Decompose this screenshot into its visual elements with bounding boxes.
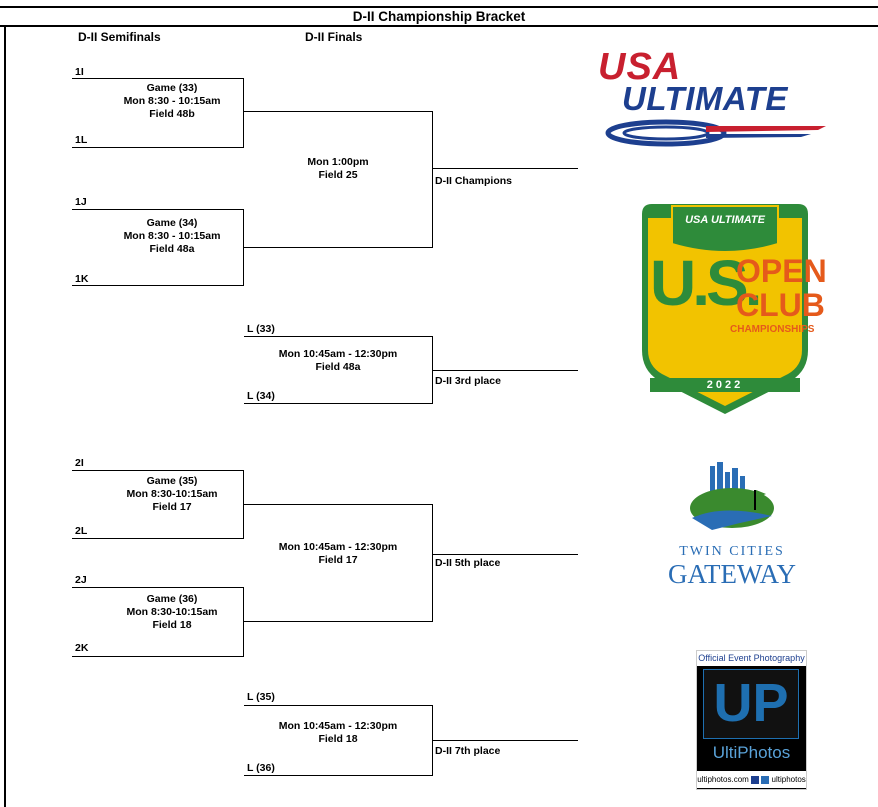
bracket-line [72,538,244,539]
ultiphotos-logo [696,650,807,790]
game-34-label: Game (34) [146,217,198,229]
header-semifinals: D-II Semifinals [78,30,161,44]
bracket-line [72,147,244,148]
bracket-line [244,705,433,706]
game-36-info [72,593,272,632]
ultiphotos-site: ultiphotos.com [697,775,749,784]
open-club-championships-text: CHAMPIONSHIPS [730,324,815,335]
bracket-title: D-II Championship Bracket [0,6,878,27]
seventh-field: Field 18 [318,733,358,745]
seed-1i: 1I [75,66,84,78]
open-club-club-text: CLUB [736,287,825,323]
seed-2k: 2K [75,642,89,654]
facebook-icon [751,776,759,784]
bracket-line [432,740,578,741]
bracket-line [243,621,433,622]
seed-2j: 2J [75,574,87,586]
seed-1l: 1L [75,134,88,146]
left-border [4,27,6,807]
result-champions: D-II Champions [435,175,513,187]
game-35-info [72,475,272,514]
game-34-time: Mon 8:30 - 10:15am [123,230,221,242]
open-club-badge-text: USA ULTIMATE [685,214,765,226]
usa-ultimate-logo [596,48,832,148]
game-33-info [72,82,272,121]
seventh-time: Mon 10:45am - 12:30pm [278,720,398,732]
game-33-field: Field 48b [149,108,195,120]
bracket-line [72,656,244,657]
third-field: Field 48a [315,361,361,373]
bracket-line [243,587,244,657]
bracket-line [243,78,244,148]
twitter-icon [761,776,769,784]
bracket-line [72,209,244,210]
ultiphotos-header: Official Event Photography [697,651,806,666]
game-33-time: Mon 8:30 - 10:15am [123,95,221,107]
game-33-label: Game (33) [146,82,198,94]
ultiphotos-handle: ultiphotos [771,775,806,784]
final-field: Field 25 [318,169,358,181]
result-7th-place: D-II 7th place [435,745,501,757]
us-open-club-logo [632,200,827,418]
bracket-line [243,504,433,505]
final-time: Mon 1:00pm [307,156,369,168]
twin-cities-gateway-logo [662,460,802,590]
bracket-line [432,370,578,371]
twin-cities-skyline-icon [662,460,802,540]
ultimate-text: ULTIMATE [622,80,788,117]
seed-1k: 1K [75,273,89,285]
bracket-line [244,336,433,337]
ultiphotos-footer [697,771,806,788]
game-36-field: Field 18 [152,619,192,631]
game-35-time: Mon 8:30-10:15am [126,488,218,500]
seed-l34: L (34) [247,390,275,402]
bracket-line [243,111,433,112]
header-finals: D-II Finals [305,30,363,44]
result-5th-place: D-II 5th place [435,557,501,569]
game-36-label: Game (36) [146,593,198,605]
bracket-line [72,285,244,286]
bracket-line [72,78,244,79]
bracket-line [244,403,433,404]
bracket-line [72,587,244,588]
seed-2i: 2I [75,457,84,469]
game-35-field: Field 17 [152,501,192,513]
seed-l35: L (35) [247,691,275,703]
seed-l33: L (33) [247,323,275,335]
result-3rd-place: D-II 3rd place [435,375,501,387]
game-34-info [72,217,272,256]
game-35-label: Game (35) [146,475,198,487]
open-club-year-text: 2022 [706,379,744,391]
open-club-open-text: OPEN [736,253,827,289]
game-34-field: Field 48a [149,243,195,255]
bracket-line [432,504,433,622]
fifth-info [244,541,432,567]
fifth-field: Field 17 [318,554,358,566]
bracket-line [432,111,433,248]
bracket-line [432,554,578,555]
open-club-us-text: U.S. [650,247,759,319]
game-36-time: Mon 8:30-10:15am [126,606,218,618]
bracket-line [243,247,433,248]
twin-cities-text: TWIN CITIES [679,544,785,559]
third-time: Mon 10:45am - 12:30pm [278,348,398,360]
third-info [244,348,432,374]
bracket-line [72,470,244,471]
seed-2l: 2L [75,525,88,537]
bracket-line [432,168,578,169]
final-info [244,156,432,182]
fifth-time: Mon 10:45am - 12:30pm [278,541,398,553]
seed-1j: 1J [75,196,87,208]
bracket-line [244,775,433,776]
seed-l36: L (36) [247,762,275,774]
usa-text: USA [598,46,682,88]
seventh-info [244,720,432,746]
gateway-text: GATEWAY [668,559,796,589]
ultiphotos-mark: UP [703,669,799,739]
ultiphotos-name: UltiPhotos [712,743,791,762]
